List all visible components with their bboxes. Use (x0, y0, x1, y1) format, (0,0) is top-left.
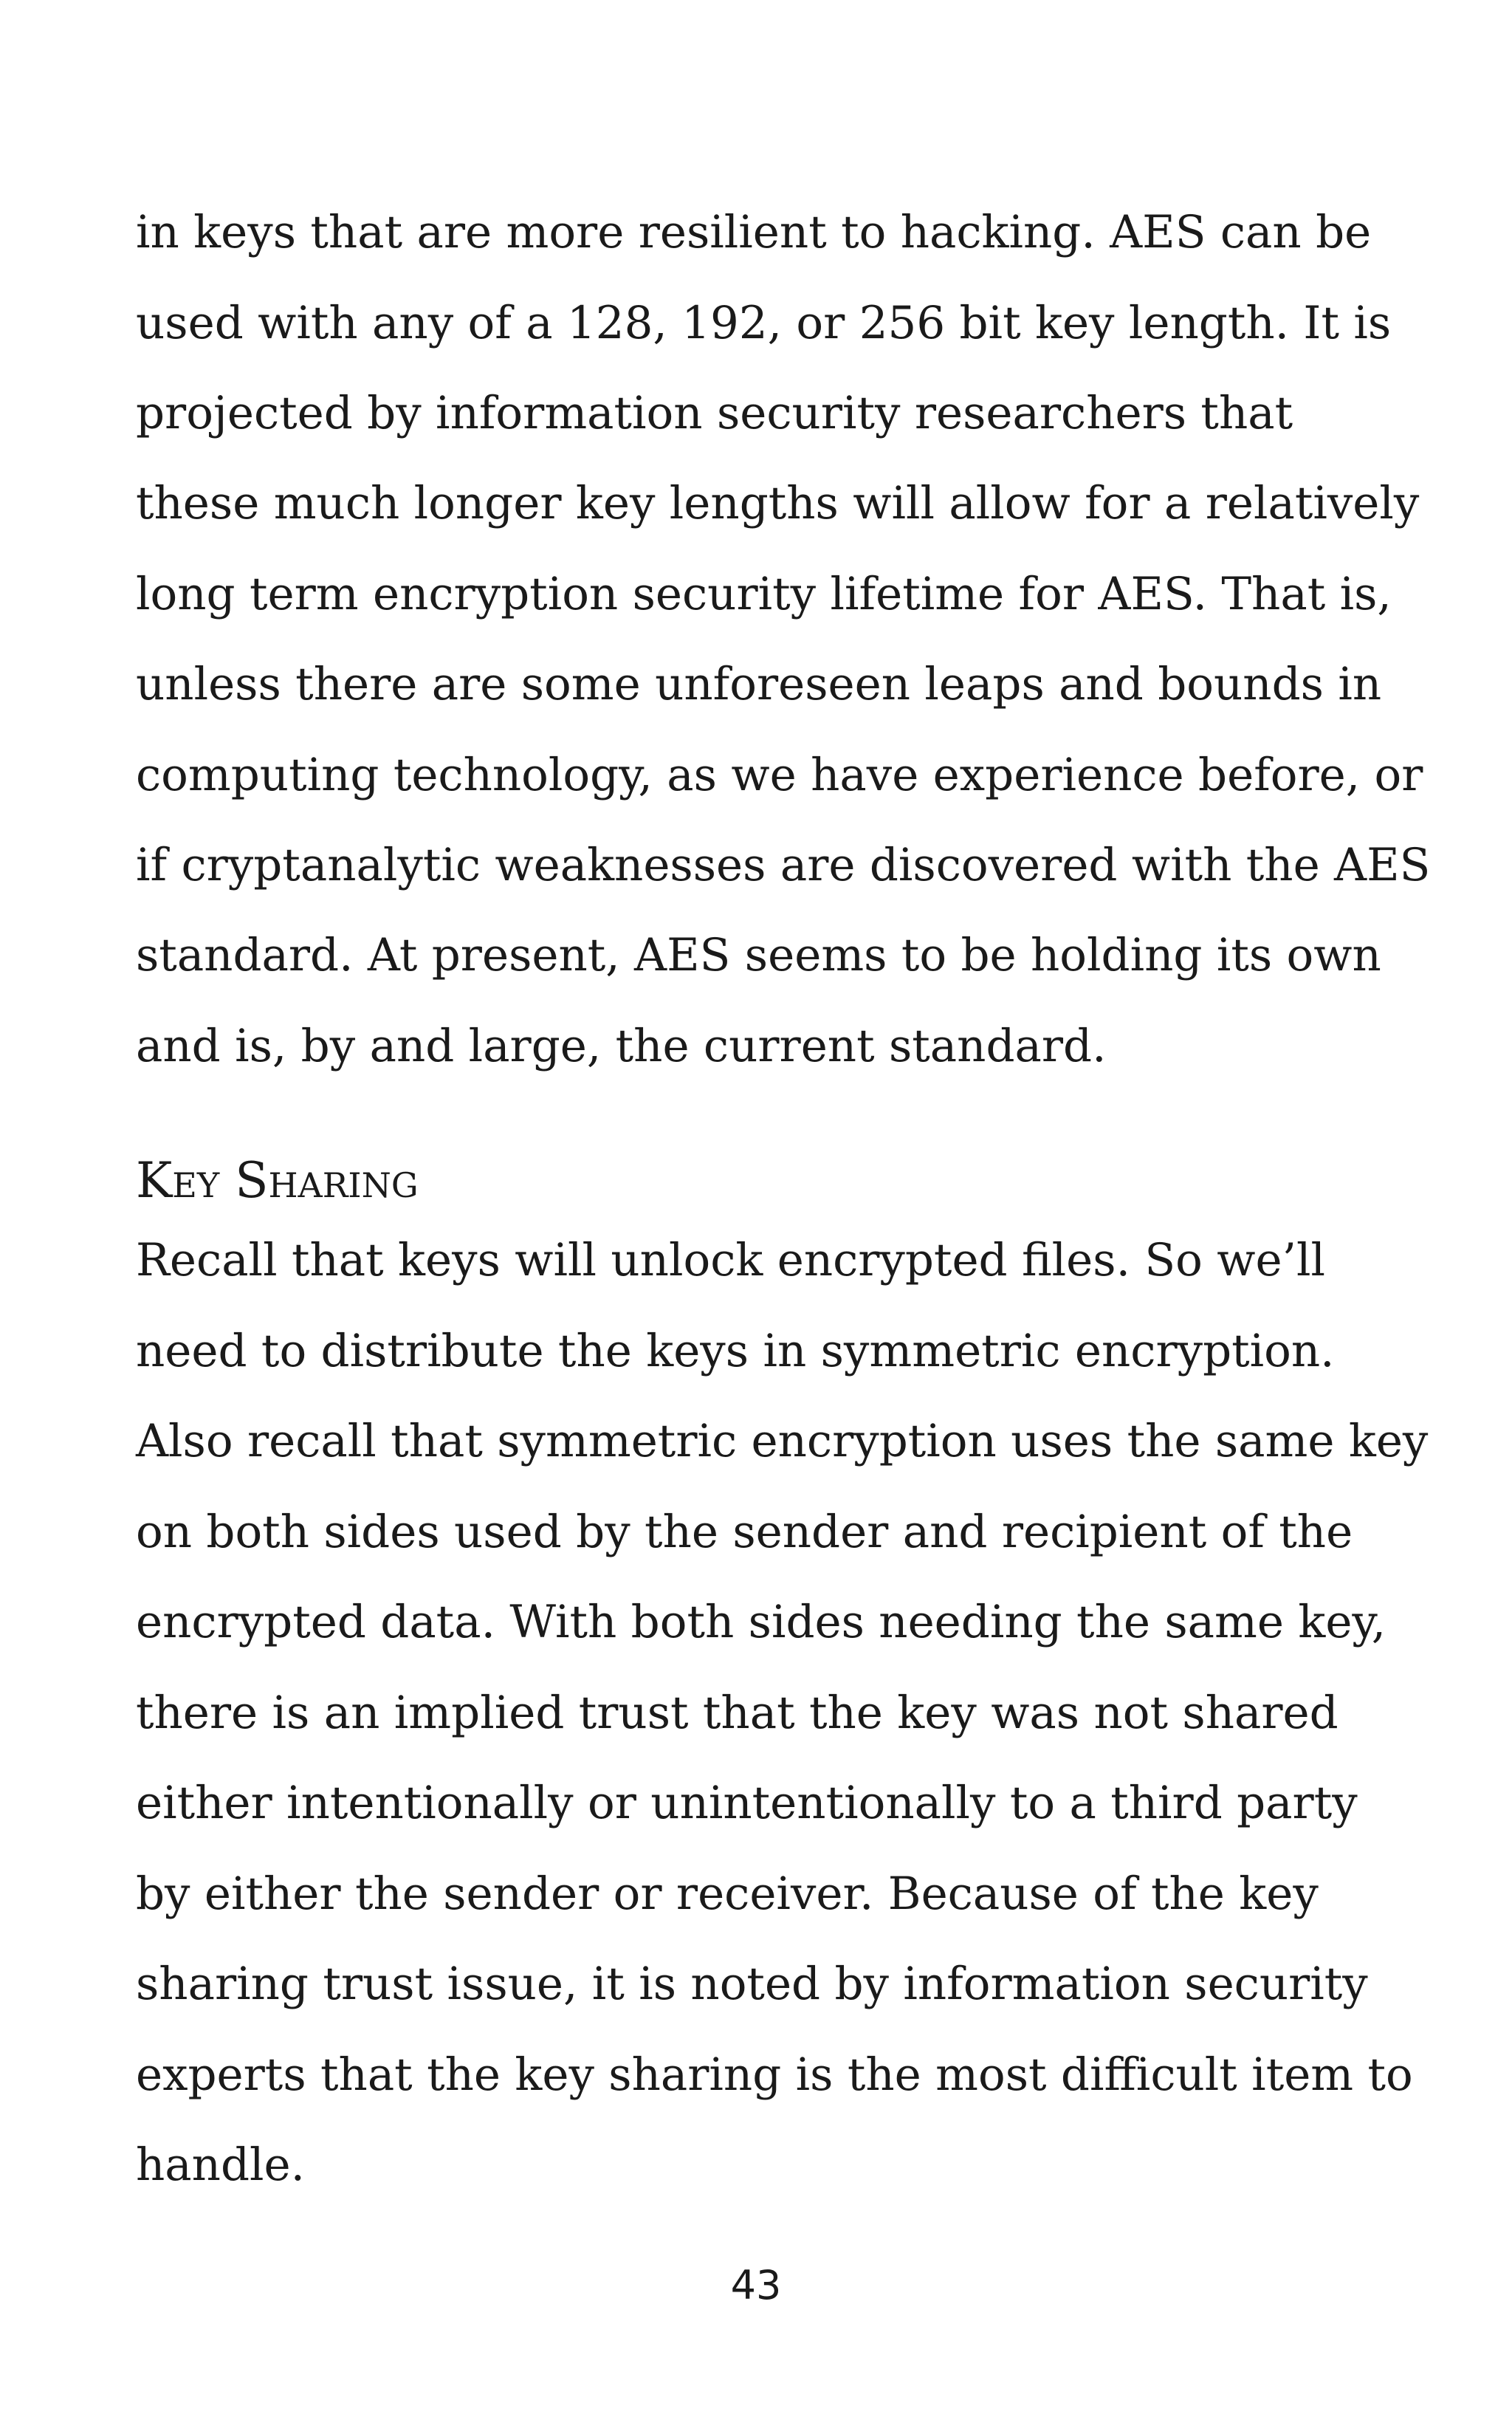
page-number: 43 (730, 2262, 782, 2308)
text-line: need to distribute the keys in symmetric encryption. (136, 1325, 1335, 1377)
text-line: there is an implied trust that the key was not shared (136, 1687, 1339, 1739)
text-line: used with any of a 128, 192, or 256 bit key length. It is (136, 297, 1392, 349)
text-line: computing technology, as we have experience before, or (136, 749, 1423, 801)
text-line: on both sides used by the sender and recipient of the (136, 1506, 1353, 1558)
text-line: sharing trust issue, it is noted by information security (136, 1958, 1368, 2010)
text-line: standard. At present, AES seems to be holding its own (136, 929, 1381, 981)
text-line: and is, by and large, the current standard. (136, 1020, 1107, 1072)
text-line: handle. (136, 2139, 305, 2191)
text-line: by either the sender or receiver. Because of the key (136, 1868, 1319, 1920)
text-line: Recall that keys will unlock encrypted files. So we’ll (136, 1234, 1325, 1286)
text-line: Also recall that symmetric encryption uses the same key (136, 1415, 1429, 1467)
text-line: projected by information security researchers that (136, 387, 1293, 439)
text-line: unless there are some unforeseen leaps and bounds in (136, 658, 1382, 710)
text-line: if cryptanalytic weaknesses are discovered with the AES (136, 839, 1431, 891)
text-line: long term encryption security lifetime for AES. That is, (136, 568, 1392, 620)
text-line: in keys that are more resilient to hacking. AES can be (136, 206, 1372, 258)
text-line: these much longer key lengths will allow for a relatively (136, 477, 1420, 529)
section-heading: Key Sharing (136, 1152, 419, 1209)
text-line: either intentionally or unintentionally to a third party (136, 1777, 1358, 1829)
text-line: encrypted data. With both sides needing the same key, (136, 1596, 1386, 1648)
text-line: experts that the key sharing is the most difficult item to (136, 2049, 1413, 2101)
